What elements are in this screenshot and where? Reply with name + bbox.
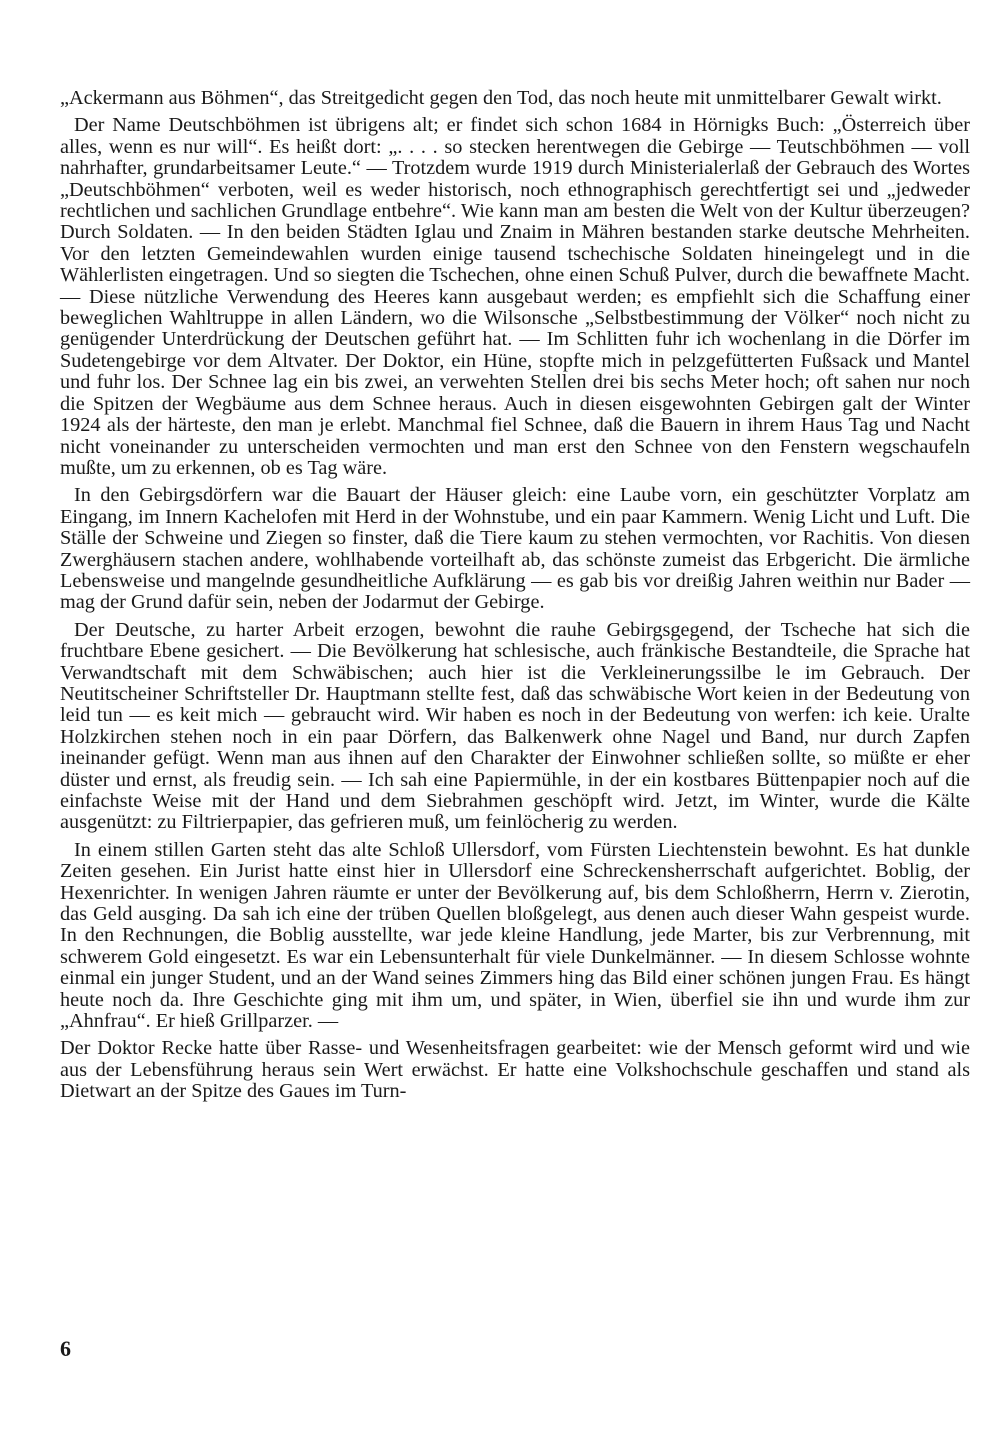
page-number: 6 — [60, 1336, 71, 1361]
paragraph-3: In den Gebirgsdörfern war die Bauart der Häuser gleich: eine Laube vorn, ein geschützter Vorplatz am Eingang, im Innern Kachelofen mit Herd in der Wohnstube, und ein paar Kammern. Wenig Licht und Luft. Die Ställe der Schweine und Ziegen so finster, daß die Tiere kaum zu stehen vermochten, vor Rachitis. Von diesen Zwerghäusern stachen andere, wohlhabende vorteilhaft ab, das schönste zumeist das Erbgericht. Die ärmliche Lebensweise und mangelnde gesundheitliche Aufklärung — es gab bis vor dreißig Jahren weithin nur Bader — mag der Grund dafür sein, neben der Jodarmut der Gebirge. — [60, 484, 970, 614]
paragraph-1: „Ackermann aus Böhmen“, das Streitgedicht gegen den Tod, das noch heute mit unmittelbarer Gewalt wirkt. — [60, 87, 942, 109]
page-body — [60, 88, 970, 1109]
paragraph-6: Der Doktor Recke hatte über Rasse- und Wesenheitsfragen gearbeitet: wie der Mensch geformt wird und wie aus der Lebensführung heraus sein Wert erwächst. Er hatte eine Volkshochschule geschaffen und stand als Dietwart an der Spitze des Gaues im Turn- — [60, 1037, 970, 1103]
paragraph-5: In einem stillen Garten steht das alte Schloß Ullersdorf, vom Fürsten Liechtenstein bewohnt. Es hat dunkle Zeiten gesehen. Ein Jurist hatte einst hier in Ullersdorf eine Schreckensherrschaft aufgerichtet. Boblig, der Hexenrichter. In wenigen Jahren räumte er unter der Bevölkerung auf, bis dem Schloßherrn, Herrn v. Zierotin, das Geld ausging. Da sah ich eine der trüben Quellen bloßgelegt, aus denen auch dieser Wahn gespeist wurde. In den Rechnungen, die Boblig ausstellte, war jede kleine Handlung, jede Marter, bis zur Verbrennung, mit schwerem Gold eingesetzt. Es war ein Lebensunterhalt für viele Dunkelmänner. — In diesem Schlosse wohnte einmal ein junger Student, und an der Wand seines Zimmers hing das Bild einer schönen jungen Frau. Es hängt heute noch da. Ihre Geschichte ging mit ihm um, und später, in Wien, überfiel sie ihn und wurde ihm zur „Ahnfrau“. Er hieß Grillparzer. — — [60, 838, 970, 1033]
paragraph-4: Der Deutsche, zu harter Arbeit erzogen, bewohnt die rauhe Gebirgsgegend, der Tscheche hat sich die fruchtbare Ebene gesichert. — Die Bevölkerung hat schlesische, auch fränkische Bestandteile, die Sprache hat Verwandtschaft mit dem Schwäbischen; auch hier ist die Verkleinerungssilbe le im Gebrauch. Der Neutitscheiner Schriftsteller Dr. Hauptmann stellte fest, daß das schwäbische Wort keien in der Bedeutung von leid tun — es keit mich — gebraucht wird. Wir haben es noch in der Bedeutung von werfen: ich keie. Uralte Holzkirchen stehen noch in ein paar Dörfern, das Balkenwerk ohne Nagel und Band, nur durch Zapfen ineinander gefügt. Wenn man aus ihnen auf den Charakter der Einwohner schließen sollte, so müßte er eher düster und ernst, als freudig sein. — Ich sah eine Papiermühle, in der ein kostbares Büttenpapier noch auf die einfachste Weise mit der Hand und dem Siebrahmen geschöpft wird. Jetzt, im Winter, wurde die Kälte ausgenützt: zu Filtrierpapier, das gefrieren muß, um feinlöcherig zu werden. — [60, 618, 970, 834]
paragraph-2: Der Name Deutschböhmen ist übrigens alt; er findet sich schon 1684 in Hörnigks Buch: „Österreich über alles, wenn es nur will“. Es heißt dort: „. . . . so stecken herentwegen die Gebirge — Teutschböhmen — voll nahrhafter, grundarbeitsamer Leute.“ — Trotzdem wurde 1919 durch Ministerialerlaß der Gebrauch des Wortes „Deutschböhmen“ verboten, weil es weder historisch, noch ethnographisch gerechtfertigt sei und „jedweder rechtlichen und sachlichen Grundlage entbehre“. Wie kann man am besten die Welt von der Kultur überzeugen? Durch Soldaten. — In den beiden Städten Iglau und Znaim in Mähren bestanden starke deutsche Mehrheiten. Vor den letzten Gemeindewahlen wurden einige tausend tschechische Soldaten hineingelegt und in die Wählerlisten eingetragen. Und so siegten die Tschechen, ohne einen Schuß Pulver, durch die bewaffnete Macht. — Diese nützliche Verwendung des Heeres kann ausgebaut werden; es empfiehlt sich die Schaffung einer beweglichen Wahltruppe in allen Ländern, wo die Wilsonsche „Selbstbestimmung der Völker“ noch nicht zu genügender Unterdrückung der Deutschen geführt hat. — Im Schlitten fuhr ich wochenlang in die Dörfer im Sudetengebirge vor dem Altvater. Der Doktor, ein Hüne, stopfte mich in pelzgefütterten Fußsack und Mantel und fuhr los. Der Schnee lag ein bis zwei, an verwehten Stellen drei bis sechs Meter hoch; oft sahen nur noch die Spitzen der Wegbäume aus dem Schnee heraus. Auch in diesen eisgewohnten Gebirgen galt der Winter 1924 als der härteste, den man je erlebt. Manchmal fiel Schnee, daß die Bauern in ihrem Haus Tag und Nacht nicht voneinander zu unterscheiden vermochten und man erst den Schnee von den Fenstern wegschaufeln mußte, um zu erkennen, ob es Tag wäre. — [60, 114, 970, 479]
